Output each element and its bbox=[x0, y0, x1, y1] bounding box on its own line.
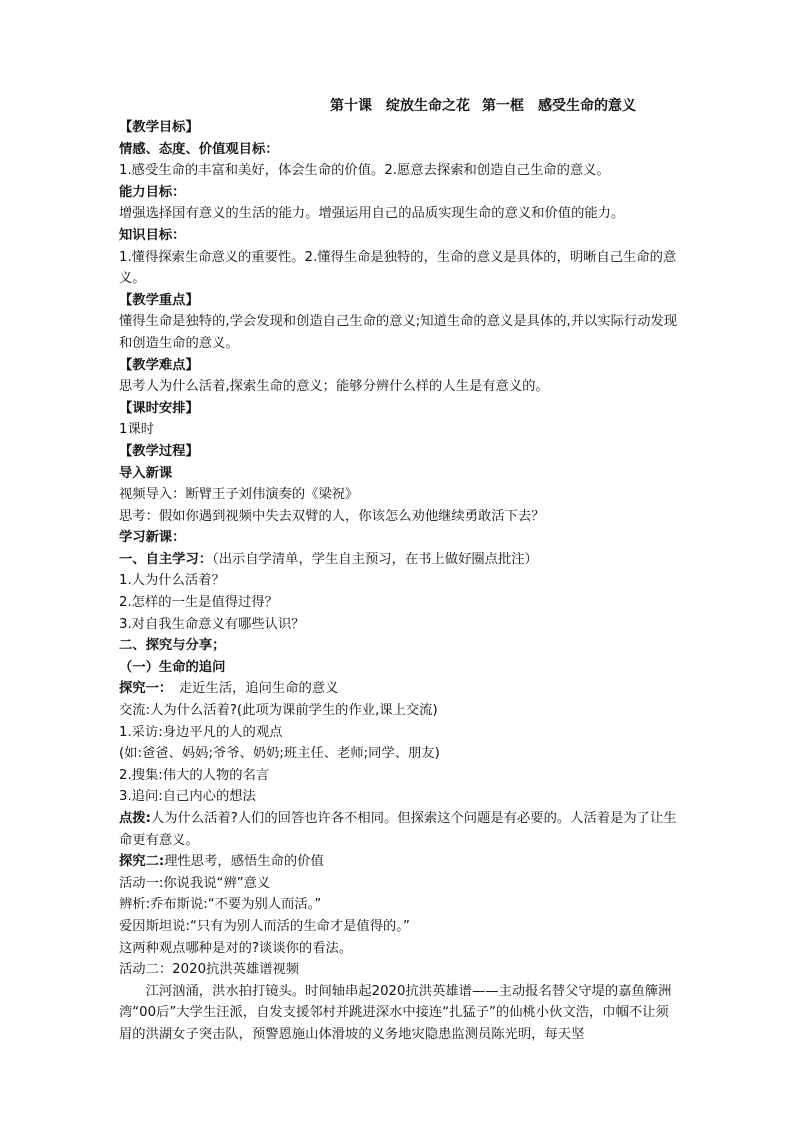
lesson-title-main: 第十课 绽放生命之花 bbox=[330, 98, 470, 114]
schedule-heading: 【课时安排】 bbox=[119, 400, 199, 416]
explore-two-label: 探究二: bbox=[119, 854, 165, 870]
explore-one-text: 走近生活，追问生命的意义 bbox=[165, 681, 339, 697]
ability-objective-text: 增强选择国有意义的生活的能力。增强运用自己的品质实现生命的意义和价值的能力。 bbox=[119, 206, 625, 222]
knowledge-objective-heading: 知识目标： bbox=[119, 227, 186, 243]
schedule-text: 1课时 bbox=[119, 422, 155, 438]
ability-objective-heading: 能力目标： bbox=[119, 184, 186, 200]
explore-heading: 二、探究与分享； bbox=[119, 638, 226, 654]
point-text: 人为什么活着?人们的回答也许各不相同。但探索这个问题是有必要的。人活着是为了让生命更有意义。 bbox=[119, 811, 677, 848]
interview-detail: (如:爸爸、妈妈;爷爷、奶奶;班主任、老师;同学、朋友) bbox=[119, 746, 440, 762]
explore-two-line bbox=[119, 851, 679, 873]
explore-two-text: 理性思考，感悟生命的价值 bbox=[164, 854, 324, 870]
intro-heading: 导入新课 bbox=[119, 465, 173, 481]
ask-text: 3.追问:自己内心的想法 bbox=[119, 789, 256, 805]
point-paragraph bbox=[119, 808, 679, 851]
knowledge-objective-text: 1.懂得探索生命意义的重要性。2.懂得生命是独特的，生命的意义是具体的，明晰自己生命的意义。 bbox=[119, 249, 677, 287]
emotion-objective-heading: 情感、态度、价值观目标： bbox=[119, 141, 279, 157]
intro-think: 思考：假如你遇到视频中失去双臂的人，你该怎么劝他继续勇敢活下去？ bbox=[119, 508, 545, 524]
jobs-quote: 辨析:乔布斯说:“不要为别人而活。” bbox=[119, 897, 322, 913]
which-question: 这两种观点哪种是对的?谈谈你的看法。 bbox=[119, 940, 353, 956]
intro-video: 视频导入：断臂王子刘伟演奏的《梁祝》 bbox=[119, 487, 359, 503]
emotion-objective-text: 1.感受生命的丰富和美好，体会生命的价值。2.愿意去探索和创造自己生命的意义。 bbox=[119, 163, 610, 179]
self-study-text: （出示自学清单，学生自主预习，在书上做好圈点批注） bbox=[212, 551, 538, 567]
explore-one-label: 探究一： bbox=[119, 681, 166, 697]
exchange-text: 交流:人为什么活着?(此项为课前学生的作业,课上交流) bbox=[119, 703, 438, 719]
question-1: 1.人为什么活着？ bbox=[119, 573, 225, 589]
explore-one-line bbox=[119, 678, 679, 700]
question-2: 2.怎样的一生是值得过得？ bbox=[119, 595, 278, 611]
self-study-line bbox=[119, 549, 679, 571]
collect-text: 2.搜集:伟大的人物的名言 bbox=[119, 767, 270, 783]
activity-two: 活动二：2020抗洪英雄谱视频 bbox=[119, 962, 300, 978]
sub1-heading: （一）生命的追问 bbox=[119, 659, 226, 675]
point-label: 点拨: bbox=[119, 811, 151, 826]
difficulties-heading: 【教学难点】 bbox=[119, 357, 199, 373]
einstein-quote: 爱因斯坦说:“只有为别人而活的生命才是值得的。” bbox=[119, 918, 410, 934]
flood-story: 江河汹涌，洪水拍打镜头。时间轴串起2020抗洪英雄谱——主动报名替父守堤的嘉鱼簰洲湾“00后”大学生汪派，自发支援邻村并跳进深水中接连“扎猛子”的仙桃小伙文浩，巾帼不让须眉的洪湖女子突击队，预警恩施山体滑坡的义务地灾隐患监测员陈光明，每天坚 bbox=[119, 983, 672, 1042]
difficulties-text: 思考人为什么活着,探索生命的意义；能够分辨什么样的人生是有意义的。 bbox=[119, 379, 549, 395]
new-lesson-heading: 学习新课： bbox=[119, 530, 186, 546]
self-study-label: 一、自主学习： bbox=[119, 551, 213, 567]
lesson-title bbox=[330, 96, 648, 116]
key-points-heading: 【教学重点】 bbox=[119, 292, 199, 308]
question-3: 3.对自我生命意义有哪些认识？ bbox=[119, 616, 305, 632]
activity-one: 活动一:你说我说“辨”意义 bbox=[119, 875, 271, 891]
document-body bbox=[119, 117, 679, 1046]
lesson-title-section: 第一框 感受生命的意义 bbox=[482, 98, 636, 114]
interview-text: 1.采访:身边平凡的人的观点 bbox=[119, 724, 283, 740]
process-heading: 【教学过程】 bbox=[119, 443, 199, 459]
objectives-heading: 【教学目标】 bbox=[119, 120, 199, 135]
key-points-text: 懂得生命是独特的,学会发现和创造自己生命的意义;知道生命的意义是具体的,并以实际行动发现和创造生命的意义。 bbox=[119, 314, 678, 351]
